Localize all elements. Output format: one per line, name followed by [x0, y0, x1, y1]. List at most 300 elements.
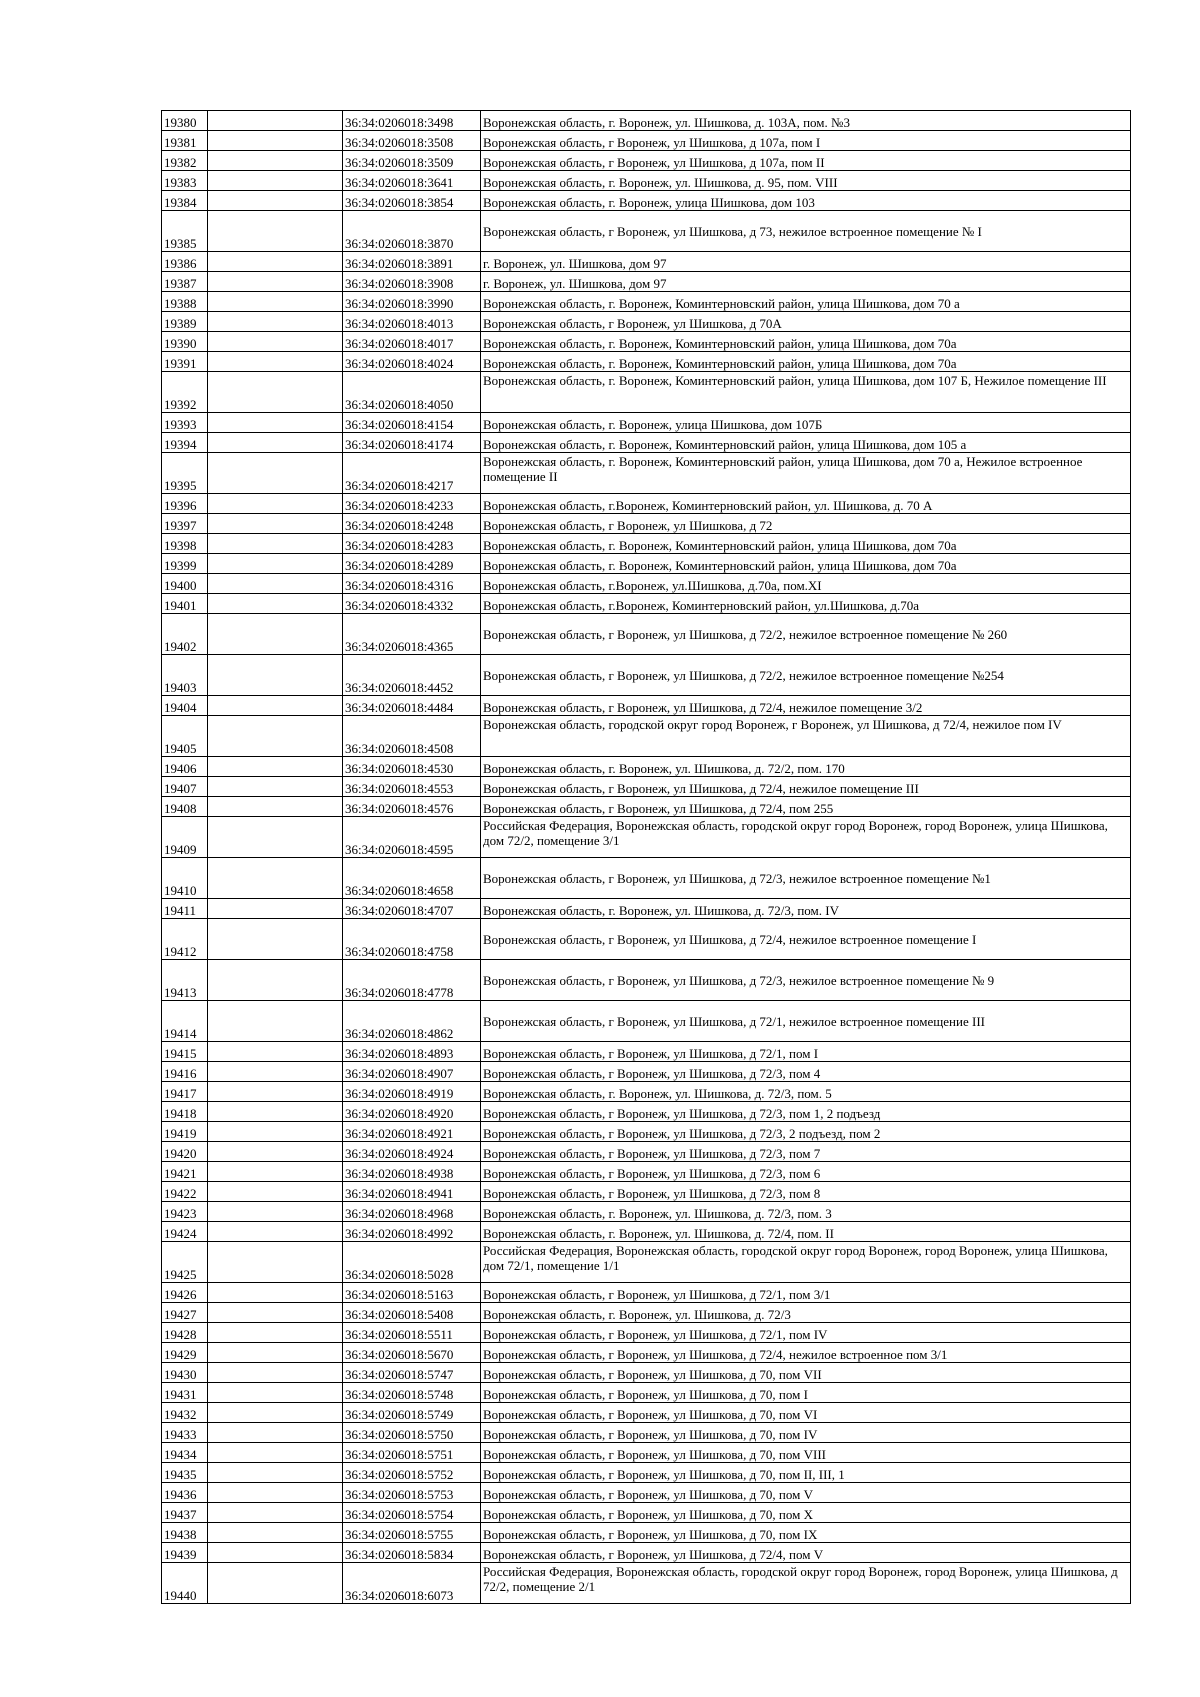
address-cell: Воронежская область, г. Воронеж, улица Шишкова, дом 103 — [481, 191, 1131, 211]
address-cell: Воронежская область, г. Воронеж, улица Шишкова, дом 107Б — [481, 413, 1131, 433]
empty-cell — [208, 292, 343, 312]
cadastral-number-cell: 36:34:0206018:4316 — [343, 574, 481, 594]
table-row — [162, 413, 1131, 433]
empty-cell — [208, 1403, 343, 1423]
row-number-cell: 19439 — [162, 1543, 208, 1563]
address-cell: Воронежская область, г Воронеж, ул Шишкова, д 72/4, нежилое встроенное пом 3/1 — [481, 1343, 1131, 1363]
empty-cell — [208, 614, 343, 655]
table-row — [162, 372, 1131, 413]
row-number-cell: 19389 — [162, 312, 208, 332]
table-row — [162, 1383, 1131, 1403]
row-number-cell: 19403 — [162, 655, 208, 696]
empty-cell — [208, 1142, 343, 1162]
address-cell: Воронежская область, г Воронеж, ул Шишкова, д 73, нежилое встроенное помещение № I — [481, 211, 1131, 252]
row-number-cell: 19390 — [162, 332, 208, 352]
empty-cell — [208, 655, 343, 696]
empty-cell — [208, 332, 343, 352]
cadastral-number-cell: 36:34:0206018:4248 — [343, 514, 481, 534]
table-row — [162, 1403, 1131, 1423]
address-cell: Воронежская область, г Воронеж, ул Шишкова, д 107а, пом I — [481, 131, 1131, 151]
row-number-cell: 19405 — [162, 716, 208, 757]
empty-cell — [208, 960, 343, 1001]
address-cell: Воронежская область, г Воронеж, ул Шишкова, д 70, пом VIII — [481, 1443, 1131, 1463]
address-cell: Воронежская область, г. Воронеж, Коминтерновский район, улица Шишкова, дом 70а — [481, 352, 1131, 372]
row-number-cell: 19397 — [162, 514, 208, 534]
address-cell: Воронежская область, г Воронеж, ул Шишкова, д 72 — [481, 514, 1131, 534]
table-row — [162, 1543, 1131, 1563]
cadastral-number-cell: 36:34:0206018:4921 — [343, 1122, 481, 1142]
empty-cell — [208, 1483, 343, 1503]
address-cell: Воронежская область, г Воронеж, ул Шишкова, д 72/2, нежилое встроенное помещение №254 — [481, 655, 1131, 696]
row-number-cell: 19429 — [162, 1343, 208, 1363]
cadastral-number-cell: 36:34:0206018:5755 — [343, 1523, 481, 1543]
address-cell: Воронежская область, г. Воронеж, Коминтерновский район, улица Шишкова, дом 105 а — [481, 433, 1131, 453]
row-number-cell: 19430 — [162, 1363, 208, 1383]
row-number-cell: 19416 — [162, 1062, 208, 1082]
row-number-cell: 19392 — [162, 372, 208, 413]
row-number-cell: 19394 — [162, 433, 208, 453]
address-cell: Воронежская область, г. Воронеж, ул. Шишкова, д. 72/3, пом. 5 — [481, 1082, 1131, 1102]
empty-cell — [208, 171, 343, 191]
table-row — [162, 534, 1131, 554]
table-row — [162, 352, 1131, 372]
address-cell: Воронежская область, г.Воронеж, ул.Шишкова, д.70а, пом.XI — [481, 574, 1131, 594]
row-number-cell: 19422 — [162, 1182, 208, 1202]
cadastral-number-cell: 36:34:0206018:4920 — [343, 1102, 481, 1122]
cadastral-number-cell: 36:34:0206018:4992 — [343, 1222, 481, 1242]
empty-cell — [208, 312, 343, 332]
cadastral-number-cell: 36:34:0206018:3498 — [343, 111, 481, 131]
address-cell: Воронежская область, г. Воронеж, Коминтерновский район, улица Шишкова, дом 70 а, Нежилое встроенное помещение II — [481, 453, 1131, 494]
cadastral-number-cell: 36:34:0206018:5163 — [343, 1283, 481, 1303]
table-row — [162, 312, 1131, 332]
row-number-cell: 19433 — [162, 1423, 208, 1443]
row-number-cell: 19427 — [162, 1303, 208, 1323]
cadastral-number-cell: 36:34:0206018:5749 — [343, 1403, 481, 1423]
cadastral-number-cell: 36:34:0206018:4907 — [343, 1062, 481, 1082]
table-row — [162, 817, 1131, 858]
address-cell: Воронежская область, г Воронеж, ул Шишкова, д 70, пом I — [481, 1383, 1131, 1403]
cadastral-number-cell: 36:34:0206018:4050 — [343, 372, 481, 413]
cadastral-number-cell: 36:34:0206018:4233 — [343, 494, 481, 514]
row-number-cell: 19404 — [162, 696, 208, 716]
empty-cell — [208, 413, 343, 433]
table-row — [162, 1503, 1131, 1523]
empty-cell — [208, 777, 343, 797]
row-number-cell: 19406 — [162, 757, 208, 777]
empty-cell — [208, 594, 343, 614]
registry-table-body — [162, 111, 1131, 1604]
empty-cell — [208, 757, 343, 777]
empty-cell — [208, 817, 343, 858]
row-number-cell: 19401 — [162, 594, 208, 614]
empty-cell — [208, 111, 343, 131]
table-row — [162, 574, 1131, 594]
cadastral-number-cell: 36:34:0206018:4707 — [343, 899, 481, 919]
row-number-cell: 19411 — [162, 899, 208, 919]
table-row — [162, 1122, 1131, 1142]
address-cell: Воронежская область, г. Воронеж, ул. Шишкова, д. 72/4, пом. II — [481, 1222, 1131, 1242]
empty-cell — [208, 1523, 343, 1543]
table-row — [162, 1423, 1131, 1443]
row-number-cell: 19415 — [162, 1042, 208, 1062]
cadastral-number-cell: 36:34:0206018:4024 — [343, 352, 481, 372]
row-number-cell: 19420 — [162, 1142, 208, 1162]
table-row — [162, 1202, 1131, 1222]
address-cell: Воронежская область, г Воронеж, ул Шишкова, д 72/3, нежилое встроенное помещение №1 — [481, 858, 1131, 899]
empty-cell — [208, 1202, 343, 1222]
table-row — [162, 1242, 1131, 1283]
table-row — [162, 1323, 1131, 1343]
empty-cell — [208, 919, 343, 960]
empty-cell — [208, 1102, 343, 1122]
cadastral-number-cell: 36:34:0206018:4484 — [343, 696, 481, 716]
cadastral-number-cell: 36:34:0206018:4862 — [343, 1001, 481, 1042]
empty-cell — [208, 1001, 343, 1042]
address-cell: Воронежская область, г Воронеж, ул Шишкова, д 70, пом VII — [481, 1363, 1131, 1383]
table-row — [162, 131, 1131, 151]
empty-cell — [208, 1383, 343, 1403]
address-cell: Воронежская область, городской округ город Воронеж, г Воронеж, ул Шишкова, д 72/4, нежилое пом IV — [481, 716, 1131, 757]
cadastral-number-cell: 36:34:0206018:5408 — [343, 1303, 481, 1323]
address-cell: Воронежская область, г Воронеж, ул Шишкова, д 72/1, пом IV — [481, 1323, 1131, 1343]
cadastral-number-cell: 36:34:0206018:5750 — [343, 1423, 481, 1443]
empty-cell — [208, 1563, 343, 1604]
address-cell: Воронежская область, г.Воронеж, Коминтерновский район, ул. Шишкова, д. 70 А — [481, 494, 1131, 514]
registry-table — [161, 110, 1131, 1604]
row-number-cell: 19418 — [162, 1102, 208, 1122]
address-cell: Воронежская область, г. Воронеж, ул. Шишкова, д. 72/3 — [481, 1303, 1131, 1323]
cadastral-number-cell: 36:34:0206018:4941 — [343, 1182, 481, 1202]
cadastral-number-cell: 36:34:0206018:4217 — [343, 453, 481, 494]
table-row — [162, 252, 1131, 272]
row-number-cell: 19386 — [162, 252, 208, 272]
cadastral-number-cell: 36:34:0206018:5752 — [343, 1463, 481, 1483]
row-number-cell: 19410 — [162, 858, 208, 899]
cadastral-number-cell: 36:34:0206018:4452 — [343, 655, 481, 696]
empty-cell — [208, 574, 343, 594]
row-number-cell: 19434 — [162, 1443, 208, 1463]
address-cell: Воронежская область, г Воронеж, ул Шишкова, д 72/3, пом 1, 2 подъезд — [481, 1102, 1131, 1122]
cadastral-number-cell: 36:34:0206018:4013 — [343, 312, 481, 332]
cadastral-number-cell: 36:34:0206018:5748 — [343, 1383, 481, 1403]
row-number-cell: 19435 — [162, 1463, 208, 1483]
empty-cell — [208, 1463, 343, 1483]
empty-cell — [208, 1283, 343, 1303]
address-cell: Российская Федерация, Воронежская область, городской округ город Воронеж, город Воронеж, улица Шишкова, д 72/2, помещение 2/1 — [481, 1563, 1131, 1604]
row-number-cell: 19391 — [162, 352, 208, 372]
row-number-cell: 19400 — [162, 574, 208, 594]
row-number-cell: 19383 — [162, 171, 208, 191]
row-number-cell: 19407 — [162, 777, 208, 797]
empty-cell — [208, 151, 343, 171]
row-number-cell: 19421 — [162, 1162, 208, 1182]
address-cell: Воронежская область, г Воронеж, ул Шишкова, д 72/3, пом 6 — [481, 1162, 1131, 1182]
cadastral-number-cell: 36:34:0206018:3509 — [343, 151, 481, 171]
address-cell: Воронежская область, г. Воронеж, Коминтерновский район, улица Шишкова, дом 107 Б, Нежилое помещение III — [481, 372, 1131, 413]
empty-cell — [208, 1503, 343, 1523]
row-number-cell: 19409 — [162, 817, 208, 858]
address-cell: Воронежская область, г Воронеж, ул Шишкова, д 70, пом X — [481, 1503, 1131, 1523]
table-row — [162, 960, 1131, 1001]
row-number-cell: 19381 — [162, 131, 208, 151]
row-number-cell: 19385 — [162, 211, 208, 252]
empty-cell — [208, 211, 343, 252]
cadastral-number-cell: 36:34:0206018:4924 — [343, 1142, 481, 1162]
row-number-cell: 19414 — [162, 1001, 208, 1042]
empty-cell — [208, 554, 343, 574]
row-number-cell: 19440 — [162, 1563, 208, 1604]
address-cell: Российская Федерация, Воронежская область, городской округ город Воронеж, город Воронеж, улица Шишкова, дом 72/1, помещение 1/1 — [481, 1242, 1131, 1283]
table-row — [162, 332, 1131, 352]
table-row — [162, 716, 1131, 757]
cadastral-number-cell: 36:34:0206018:4553 — [343, 777, 481, 797]
table-row — [162, 111, 1131, 131]
table-row — [162, 1082, 1131, 1102]
table-row — [162, 151, 1131, 171]
address-cell: Воронежская область, г. Воронеж, Коминтерновский район, улица Шишкова, дом 70 а — [481, 292, 1131, 312]
table-row — [162, 1062, 1131, 1082]
empty-cell — [208, 1162, 343, 1182]
row-number-cell: 19387 — [162, 272, 208, 292]
table-row — [162, 797, 1131, 817]
table-row — [162, 514, 1131, 534]
row-number-cell: 19396 — [162, 494, 208, 514]
row-number-cell: 19382 — [162, 151, 208, 171]
address-cell: Воронежская область, г. Воронеж, Коминтерновский район, улица Шишкова, дом 70а — [481, 554, 1131, 574]
empty-cell — [208, 899, 343, 919]
empty-cell — [208, 1543, 343, 1563]
cadastral-number-cell: 36:34:0206018:4017 — [343, 332, 481, 352]
row-number-cell: 19428 — [162, 1323, 208, 1343]
cadastral-number-cell: 36:34:0206018:4658 — [343, 858, 481, 899]
address-cell: Воронежская область, г Воронеж, ул Шишкова, д 72/1, нежилое встроенное помещение III — [481, 1001, 1131, 1042]
table-row — [162, 1303, 1131, 1323]
address-cell: Воронежская область, г Воронеж, ул Шишкова, д 72/3, 2 подъезд, пом 2 — [481, 1122, 1131, 1142]
address-cell: Воронежская область, г Воронеж, ул Шишкова, д 72/4, пом V — [481, 1543, 1131, 1563]
row-number-cell: 19426 — [162, 1283, 208, 1303]
empty-cell — [208, 1222, 343, 1242]
address-cell: Воронежская область, г Воронеж, ул Шишкова, д 70, пом VI — [481, 1403, 1131, 1423]
row-number-cell: 19425 — [162, 1242, 208, 1283]
address-cell: Воронежская область, г. Воронеж, Коминтерновский район, улица Шишкова, дом 70а — [481, 332, 1131, 352]
empty-cell — [208, 858, 343, 899]
empty-cell — [208, 1242, 343, 1283]
cadastral-number-cell: 36:34:0206018:5670 — [343, 1343, 481, 1363]
address-cell: Воронежская область, г. Воронеж, ул. Шишкова, д. 72/3, пом. 3 — [481, 1202, 1131, 1222]
address-cell: Воронежская область, г. Воронеж, ул. Шишкова, д. 72/2, пом. 170 — [481, 757, 1131, 777]
table-row — [162, 1523, 1131, 1543]
address-cell: Воронежская область, г Воронеж, ул Шишкова, д 70, пом V — [481, 1483, 1131, 1503]
cadastral-number-cell: 36:34:0206018:5754 — [343, 1503, 481, 1523]
table-row — [162, 1182, 1131, 1202]
row-number-cell: 19423 — [162, 1202, 208, 1222]
empty-cell — [208, 494, 343, 514]
address-cell: Воронежская область, г Воронеж, ул Шишкова, д 72/4, пом 255 — [481, 797, 1131, 817]
address-cell: Воронежская область, г Воронеж, ул Шишкова, д 72/1, пом I — [481, 1042, 1131, 1062]
empty-cell — [208, 1122, 343, 1142]
cadastral-number-cell: 36:34:0206018:5751 — [343, 1443, 481, 1463]
cadastral-number-cell: 36:34:0206018:4154 — [343, 413, 481, 433]
cadastral-number-cell: 36:34:0206018:4758 — [343, 919, 481, 960]
row-number-cell: 19393 — [162, 413, 208, 433]
address-cell: Воронежская область, г Воронеж, ул Шишкова, д 70, пом IX — [481, 1523, 1131, 1543]
empty-cell — [208, 1182, 343, 1202]
cadastral-number-cell: 36:34:0206018:4530 — [343, 757, 481, 777]
table-row — [162, 1162, 1131, 1182]
table-row — [162, 1483, 1131, 1503]
empty-cell — [208, 1443, 343, 1463]
table-row — [162, 1463, 1131, 1483]
cadastral-number-cell: 36:34:0206018:3508 — [343, 131, 481, 151]
cadastral-number-cell: 36:34:0206018:5747 — [343, 1363, 481, 1383]
cadastral-number-cell: 36:34:0206018:5834 — [343, 1543, 481, 1563]
address-cell: Воронежская область, г Воронеж, ул Шишкова, д 70А — [481, 312, 1131, 332]
table-row — [162, 1343, 1131, 1363]
empty-cell — [208, 716, 343, 757]
row-number-cell: 19412 — [162, 919, 208, 960]
empty-cell — [208, 534, 343, 554]
table-row — [162, 211, 1131, 252]
cadastral-number-cell: 36:34:0206018:4919 — [343, 1082, 481, 1102]
empty-cell — [208, 453, 343, 494]
row-number-cell: 19395 — [162, 453, 208, 494]
table-row — [162, 1102, 1131, 1122]
address-cell: Воронежская область, г Воронеж, ул Шишкова, д 72/3, пом 7 — [481, 1142, 1131, 1162]
table-row — [162, 858, 1131, 899]
table-row — [162, 292, 1131, 312]
row-number-cell: 19380 — [162, 111, 208, 131]
row-number-cell: 19413 — [162, 960, 208, 1001]
empty-cell — [208, 372, 343, 413]
table-row — [162, 494, 1131, 514]
cadastral-number-cell: 36:34:0206018:3990 — [343, 292, 481, 312]
table-row — [162, 433, 1131, 453]
cadastral-number-cell: 36:34:0206018:5028 — [343, 1242, 481, 1283]
row-number-cell: 19437 — [162, 1503, 208, 1523]
empty-cell — [208, 1082, 343, 1102]
empty-cell — [208, 1323, 343, 1343]
cadastral-number-cell: 36:34:0206018:4174 — [343, 433, 481, 453]
cadastral-number-cell: 36:34:0206018:5753 — [343, 1483, 481, 1503]
cadastral-number-cell: 36:34:0206018:4893 — [343, 1042, 481, 1062]
address-cell: г. Воронеж, ул. Шишкова, дом 97 — [481, 252, 1131, 272]
empty-cell — [208, 1303, 343, 1323]
row-number-cell: 19398 — [162, 534, 208, 554]
table-row — [162, 1142, 1131, 1162]
row-number-cell: 19408 — [162, 797, 208, 817]
empty-cell — [208, 514, 343, 534]
table-row — [162, 1443, 1131, 1463]
table-row — [162, 554, 1131, 574]
empty-cell — [208, 797, 343, 817]
address-cell: Воронежская область, г. Воронеж, ул. Шишкова, д. 72/3, пом. IV — [481, 899, 1131, 919]
cadastral-number-cell: 36:34:0206018:3908 — [343, 272, 481, 292]
table-row — [162, 1563, 1131, 1604]
empty-cell — [208, 1042, 343, 1062]
cadastral-number-cell: 36:34:0206018:4778 — [343, 960, 481, 1001]
empty-cell — [208, 352, 343, 372]
cadastral-number-cell: 36:34:0206018:4365 — [343, 614, 481, 655]
cadastral-number-cell: 36:34:0206018:6073 — [343, 1563, 481, 1604]
empty-cell — [208, 696, 343, 716]
address-cell: Воронежская область, г Воронеж, ул Шишкова, д 72/1, пом 3/1 — [481, 1283, 1131, 1303]
row-number-cell: 19424 — [162, 1222, 208, 1242]
address-cell: Воронежская область, г Воронеж, ул Шишкова, д 72/3, пом 4 — [481, 1062, 1131, 1082]
address-cell: г. Воронеж, ул. Шишкова, дом 97 — [481, 272, 1131, 292]
cadastral-number-cell: 36:34:0206018:3641 — [343, 171, 481, 191]
table-row — [162, 919, 1131, 960]
table-row — [162, 191, 1131, 211]
address-cell: Воронежская область, г. Воронеж, Коминтерновский район, улица Шишкова, дом 70а — [481, 534, 1131, 554]
row-number-cell: 19417 — [162, 1082, 208, 1102]
table-row — [162, 696, 1131, 716]
address-cell: Воронежская область, г Воронеж, ул Шишкова, д 70, пом IV — [481, 1423, 1131, 1443]
address-cell: Воронежская область, г Воронеж, ул Шишкова, д 72/2, нежилое встроенное помещение № 260 — [481, 614, 1131, 655]
table-row — [162, 1283, 1131, 1303]
table-row — [162, 171, 1131, 191]
table-row — [162, 777, 1131, 797]
table-row — [162, 1042, 1131, 1062]
empty-cell — [208, 1363, 343, 1383]
cadastral-number-cell: 36:34:0206018:4968 — [343, 1202, 481, 1222]
cadastral-number-cell: 36:34:0206018:4595 — [343, 817, 481, 858]
address-cell: Воронежская область, г Воронеж, ул Шишкова, д 72/3, нежилое встроенное помещение № 9 — [481, 960, 1131, 1001]
row-number-cell: 19419 — [162, 1122, 208, 1142]
table-row — [162, 655, 1131, 696]
address-cell: Воронежская область, г Воронеж, ул Шишкова, д 72/4, нежилое встроенное помещение I — [481, 919, 1131, 960]
cadastral-number-cell: 36:34:0206018:4289 — [343, 554, 481, 574]
row-number-cell: 19402 — [162, 614, 208, 655]
empty-cell — [208, 191, 343, 211]
address-cell: Воронежская область, г. Воронеж, ул. Шишкова, д. 95, пом. VIII — [481, 171, 1131, 191]
table-row — [162, 899, 1131, 919]
row-number-cell: 19438 — [162, 1523, 208, 1543]
cadastral-number-cell: 36:34:0206018:5511 — [343, 1323, 481, 1343]
row-number-cell: 19399 — [162, 554, 208, 574]
address-cell: Воронежская область, г Воронеж, ул Шишкова, д 72/4, нежилое помещение III — [481, 777, 1131, 797]
cadastral-number-cell: 36:34:0206018:4576 — [343, 797, 481, 817]
cadastral-number-cell: 36:34:0206018:4938 — [343, 1162, 481, 1182]
table-row — [162, 1363, 1131, 1383]
address-cell: Воронежская область, г Воронеж, ул Шишкова, д 72/4, нежилое помещение 3/2 — [481, 696, 1131, 716]
table-row — [162, 757, 1131, 777]
address-cell: Российская Федерация, Воронежская область, городской округ город Воронеж, город Воронеж, улица Шишкова, дом 72/2, помещение 3/1 — [481, 817, 1131, 858]
cadastral-number-cell: 36:34:0206018:4508 — [343, 716, 481, 757]
cadastral-number-cell: 36:34:0206018:3854 — [343, 191, 481, 211]
address-cell: Воронежская область, г Воронеж, ул Шишкова, д 72/3, пом 8 — [481, 1182, 1131, 1202]
address-cell: Воронежская область, г.Воронеж, Коминтерновский район, ул.Шишкова, д.70а — [481, 594, 1131, 614]
row-number-cell: 19436 — [162, 1483, 208, 1503]
table-row — [162, 1222, 1131, 1242]
empty-cell — [208, 252, 343, 272]
table-row — [162, 1001, 1131, 1042]
empty-cell — [208, 272, 343, 292]
address-cell: Воронежская область, г. Воронеж, ул. Шишкова, д. 103А, пом. №3 — [481, 111, 1131, 131]
row-number-cell: 19388 — [162, 292, 208, 312]
cadastral-number-cell: 36:34:0206018:3891 — [343, 252, 481, 272]
address-cell: Воронежская область, г Воронеж, ул Шишкова, д 107а, пом II — [481, 151, 1131, 171]
row-number-cell: 19432 — [162, 1403, 208, 1423]
empty-cell — [208, 1343, 343, 1363]
empty-cell — [208, 1062, 343, 1082]
address-cell: Воронежская область, г Воронеж, ул Шишкова, д 70, пом II, III, 1 — [481, 1463, 1131, 1483]
cadastral-number-cell: 36:34:0206018:4332 — [343, 594, 481, 614]
table-row — [162, 594, 1131, 614]
empty-cell — [208, 433, 343, 453]
empty-cell — [208, 131, 343, 151]
row-number-cell: 19431 — [162, 1383, 208, 1403]
